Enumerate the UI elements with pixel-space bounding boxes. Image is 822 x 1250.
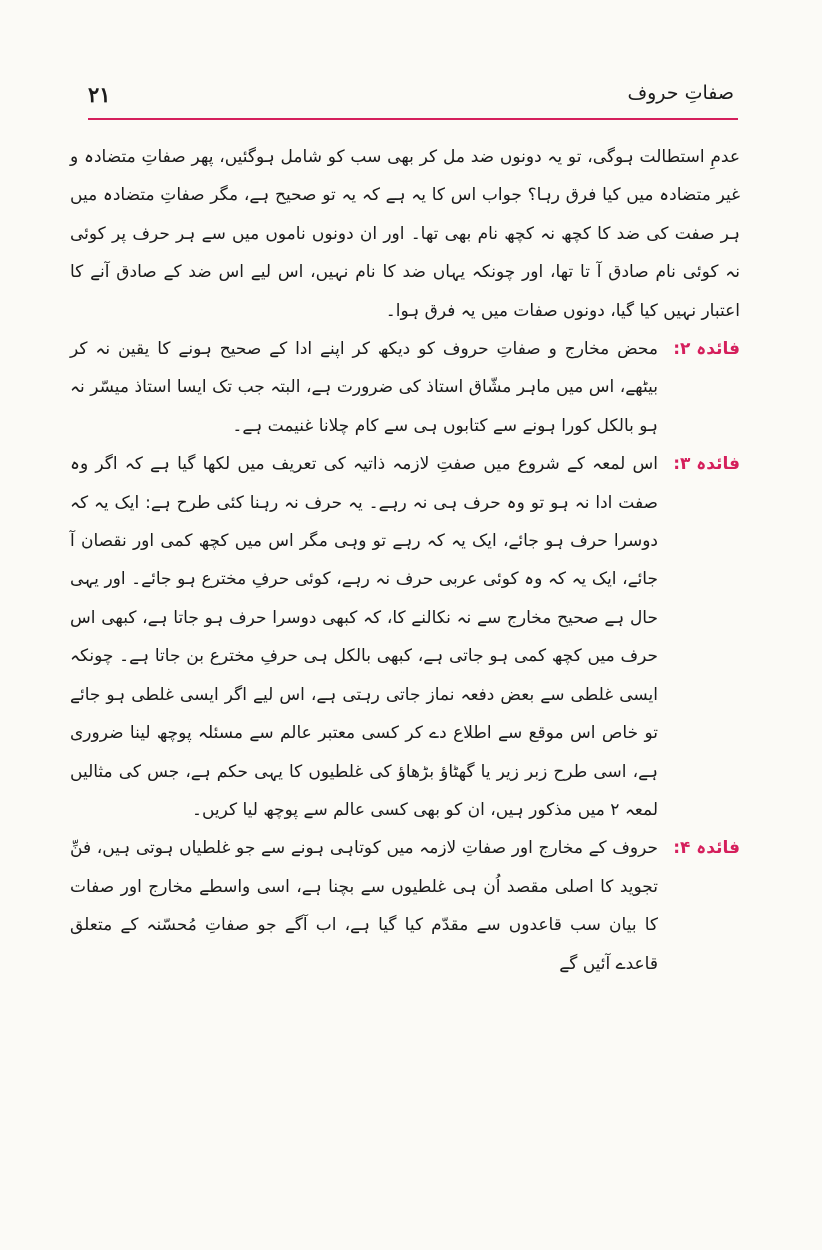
header-rule	[88, 118, 738, 120]
faida-label: فائدہ ۴:	[673, 838, 740, 859]
intro-paragraph: عدمِ استطالت ہوگی، تو یہ دونوں ضد مل کر بھی سب کو شامل ہوگئیں، پھر صفاتِ متضادہ و غیر متضادہ میں کیا فرق رہا؟ جواب اس کا یہ ہے کہ یہ تو صحیح ہے، مگر صفاتِ متضادہ میں ہر صفت کی ضد کا کچھ نہ کچھ نام بھی تھا۔ اور ان دونوں ناموں میں سے ہر حرف پر کوئی نہ کوئی نام صادق آ تا تھا، اور چونکہ یہاں ضد کا نام نہیں، اس لیے اس ضد کے صادق آنے کا اعتبار نہیں کیا گیا، دونوں صفات میں یہ فرق ہوا۔	[70, 147, 740, 321]
running-title: صفاتِ حروف	[627, 82, 734, 104]
faida-4	[70, 829, 740, 983]
faida-2	[70, 330, 740, 445]
faida-text: محض مخارج و صفاتِ حروف کو دیکھ کر اپنے ادا کے صحیح ہونے کا یقین نہ کر بیٹھے، اس میں ماہر مشّاق استاذ کی ضرورت ہے، البتہ جب تک ایسا استاذ میسّر نہ ہو بالکل کورا ہونے سے کتابوں ہی سے کام چلانا غنیمت ہے۔	[70, 339, 658, 436]
faida-label: فائدہ ۳:	[673, 454, 740, 475]
faida-text: حروف کے مخارج اور صفاتِ لازمہ میں کوتاہی ہونے سے جو غلطیاں ہوتی ہیں، فنِّ تجوید کا اصلی مقصد اُن ہی غلطیوں سے بچنا ہے، اسی واسطے مخارج اور صفات کا بیان سب قاعدوں سے مقدّم کیا گیا ہے، اب آگے جو صفاتِ مُحسّنہ کے متعلق قاعدے آئیں گے	[70, 838, 658, 974]
faida-label: فائدہ ۲:	[673, 339, 740, 360]
page-number: ۲۱	[88, 82, 111, 107]
page-body	[70, 138, 740, 983]
faida-3	[70, 445, 740, 829]
faida-text: اس لمعہ کے شروع میں صفتِ لازمہ ذاتیہ کی تعریف میں لکھا گیا ہے کہ اگر وہ صفت ادا نہ ہو تو وہ حرف ہی نہ رہے۔ یہ حرف نہ رہنا کئی طرح ہے: ایک یہ کہ دوسرا حرف ہو جائے، ایک یہ کہ رہے تو وہی مگر اس میں کچھ کمی اور نقصان آ جائے، ایک یہ کہ وہ کوئی عربی حرف نہ رہے، کوئی حرفِ مخترع ہو جائے۔ اور یہی حال ہے صحیح مخارج سے نہ نکالنے کا، کہ کبھی دوسرا حرف ہو جاتا ہے، کبھی اس حرف میں کچھ کمی ہو جاتی ہے، کبھی بالکل ہی حرفِ مخترع بن جاتا ہے۔ چونکہ ایسی غلطی سے بعض دفعہ نماز جاتی رہتی ہے، اس لیے اگر ایسی غلطی ہو جائے تو خاص اس موقع سے اطلاع دے کر کسی معتبر عالم سے مسئلہ پوچھ لینا ضروری ہے، اسی طرح زبر زیر یا گھٹاؤ بڑھاؤ کی غلطیوں کا یہی حکم ہے، جس کی مثالیں لمعہ ۲ میں مذکور ہیں، ان کو بھی کسی عالم سے پوچھ لیا کریں۔	[70, 454, 658, 820]
page-header	[88, 80, 734, 116]
